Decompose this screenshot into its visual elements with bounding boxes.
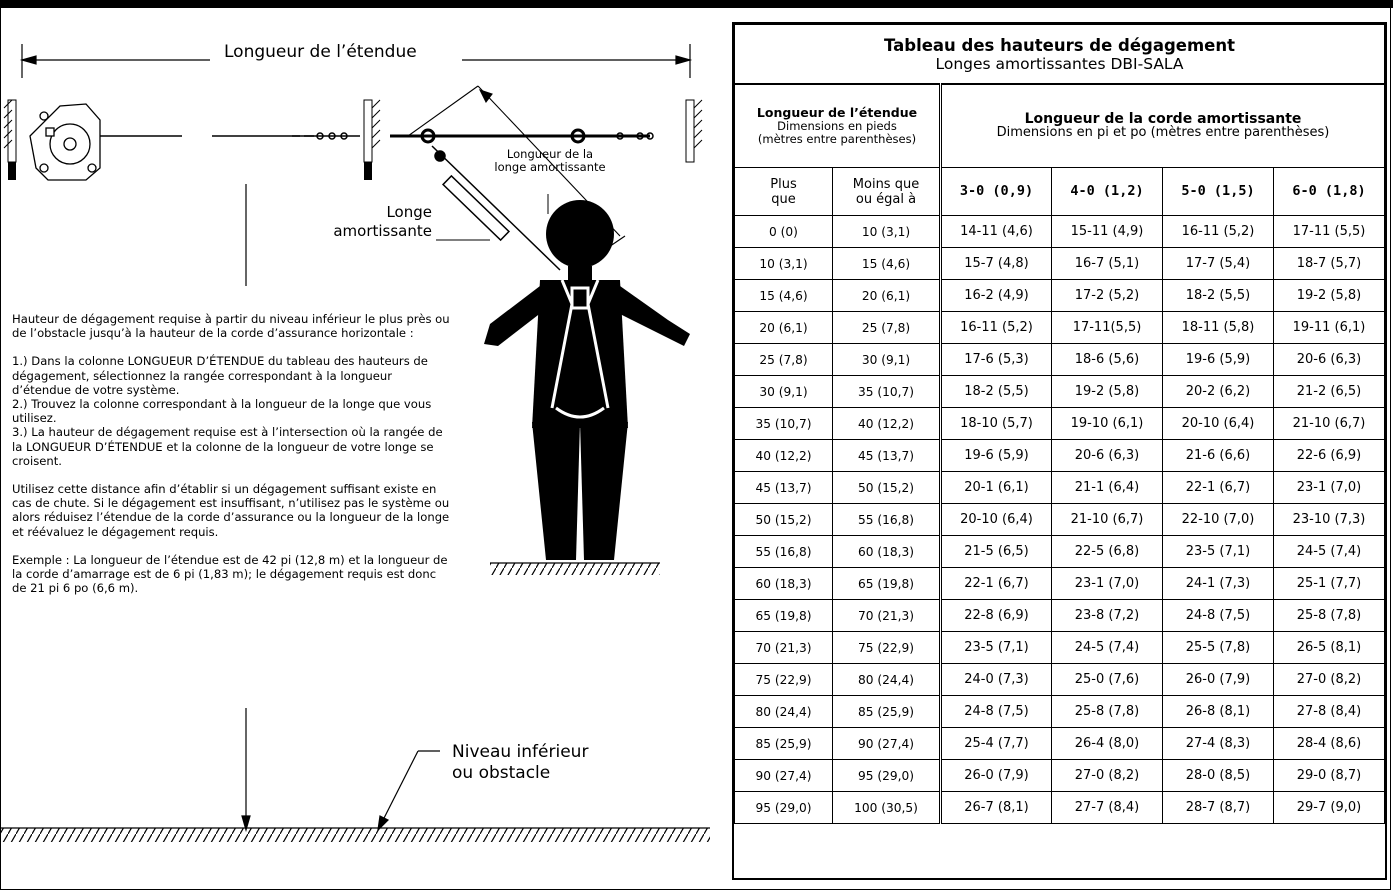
span-less-equal-cell: 20 (6,1) (833, 280, 941, 312)
table-row (735, 312, 1385, 344)
clearance-cell: 18-2 (5,5) (941, 376, 1052, 408)
col-lanyard-4ft: 4-0 (1,2) (1052, 168, 1163, 216)
lower-level-label: Niveau inférieur ou obstacle (452, 742, 589, 783)
span-more-than-cell: 70 (21,3) (735, 632, 833, 664)
clearance-cell: 20-6 (6,3) (1052, 440, 1163, 472)
lanyard-label: Longe amortissante (333, 203, 432, 240)
clearance-cell: 24-5 (7,4) (1274, 536, 1385, 568)
span-label: Longueur de l’étendue (224, 42, 417, 62)
span-less-equal-cell: 45 (13,7) (833, 440, 941, 472)
table-row (735, 664, 1385, 696)
instructions-text (12, 312, 452, 609)
table-row (735, 408, 1385, 440)
span-more-than-cell: 25 (7,8) (735, 344, 833, 376)
table-row (735, 568, 1385, 600)
clearance-cell: 18-7 (5,7) (1274, 248, 1385, 280)
lower-level-ground (0, 828, 710, 842)
table-row (735, 280, 1385, 312)
clearance-cell: 21-5 (6,5) (941, 536, 1052, 568)
clearance-cell: 17-11(5,5) (1052, 312, 1163, 344)
clearance-cell: 27-4 (8,3) (1163, 728, 1274, 760)
clearance-cell: 24-8 (7,5) (941, 696, 1052, 728)
clearance-cell: 27-8 (8,4) (1274, 696, 1385, 728)
span-less-equal-cell: 90 (27,4) (833, 728, 941, 760)
col-lanyard-6ft: 6-0 (1,8) (1274, 168, 1385, 216)
instruction-usage: Utilisez cette distance afin d’établir si un dégagement suffisant existe en cas de chute. Si le dégagement est insuffisant, n’utilisez pas le système ou alors réduisez l’étendue de la corde d’assurance ou la longueur de la longe et réévaluez le dégagement requis. (12, 482, 450, 539)
table-row (735, 216, 1385, 248)
span-more-than-cell: 0 (0) (735, 216, 833, 248)
clearance-cell: 19-6 (5,9) (941, 440, 1052, 472)
clearance-cell: 21-6 (6,6) (1163, 440, 1274, 472)
clearance-cell: 22-1 (6,7) (941, 568, 1052, 600)
span-less-equal-cell: 50 (15,2) (833, 472, 941, 504)
table-row (735, 248, 1385, 280)
clearance-cell: 22-5 (6,8) (1052, 536, 1163, 568)
span-more-than-cell: 35 (10,7) (735, 408, 833, 440)
clearance-cell: 19-10 (6,1) (1052, 408, 1163, 440)
clearance-cell: 22-1 (6,7) (1163, 472, 1274, 504)
span-less-equal-cell: 10 (3,1) (833, 216, 941, 248)
table-row (735, 504, 1385, 536)
clearance-cell: 20-1 (6,1) (941, 472, 1052, 504)
col-lanyard-5ft: 5-0 (1,5) (1163, 168, 1274, 216)
left-anchor-post (4, 100, 16, 180)
clearance-cell: 15-7 (4,8) (941, 248, 1052, 280)
span-more-than-cell: 45 (13,7) (735, 472, 833, 504)
clearance-cell: 14-11 (4,6) (941, 216, 1052, 248)
table-row (735, 760, 1385, 792)
clearance-cell: 25-4 (7,7) (941, 728, 1052, 760)
lanyard-header-sub: Dimensions en pi et po (mètres entre parenthèses) (996, 125, 1330, 140)
span-less-equal-cell: 55 (16,8) (833, 504, 941, 536)
col-more-than: Plus que (735, 168, 833, 216)
clearance-cell: 23-10 (7,3) (1274, 504, 1385, 536)
span-more-than-cell: 80 (24,4) (735, 696, 833, 728)
span-less-equal-cell: 40 (12,2) (833, 408, 941, 440)
span-less-equal-cell: 35 (10,7) (833, 376, 941, 408)
clearance-cell: 29-7 (9,0) (1274, 792, 1385, 824)
clearance-cell: 27-7 (8,4) (1052, 792, 1163, 824)
table-row (735, 376, 1385, 408)
span-more-than-cell: 90 (27,4) (735, 760, 833, 792)
clearance-cell: 23-8 (7,2) (1052, 600, 1163, 632)
clearance-cell: 18-2 (5,5) (1163, 280, 1274, 312)
clearance-cell: 25-8 (7,8) (1274, 600, 1385, 632)
table-row (735, 472, 1385, 504)
span-more-than-cell: 65 (19,8) (735, 600, 833, 632)
span-less-equal-cell: 95 (29,0) (833, 760, 941, 792)
clearance-cell: 18-11 (5,8) (1163, 312, 1274, 344)
table-row (735, 536, 1385, 568)
span-more-than-cell: 75 (22,9) (735, 664, 833, 696)
span-more-than-cell: 55 (16,8) (735, 536, 833, 568)
clearance-cell: 19-11 (6,1) (1274, 312, 1385, 344)
span-more-than-cell: 60 (18,3) (735, 568, 833, 600)
clearance-cell: 23-1 (7,0) (1274, 472, 1385, 504)
span-more-than-cell: 10 (3,1) (735, 248, 833, 280)
clearance-cell: 17-6 (5,3) (941, 344, 1052, 376)
middle-anchor-post (364, 100, 380, 180)
clearance-cell: 28-0 (8,5) (1163, 760, 1274, 792)
instruction-steps: 1.) Dans la colonne LONGUEUR D’ÉTENDUE du tableau des hauteurs de dégagement, sélectionnez la rangée correspondant à la longueur d’étendue de votre système. 2.) Trouvez la colonne correspondant à la longueur de la longe que vous utilisez. 3.) La hauteur de dégagement requise est à l’intersection où la rangée de la LONGUEUR D’ÉTENDUE et la colonne de la longueur de votre longe se croisent. (12, 354, 443, 468)
clearance-cell: 18-10 (5,7) (941, 408, 1052, 440)
clearance-cell: 22-6 (6,9) (1274, 440, 1385, 472)
clearance-cell: 21-1 (6,4) (1052, 472, 1163, 504)
top-bar (0, 0, 1393, 8)
clearance-cell: 24-1 (7,3) (1163, 568, 1274, 600)
clearance-cell: 20-2 (6,2) (1163, 376, 1274, 408)
clearance-cell: 20-10 (6,4) (1163, 408, 1274, 440)
lanyard-column-header (941, 84, 1385, 168)
clearance-cell: 16-2 (4,9) (941, 280, 1052, 312)
clearance-cell: 21-2 (6,5) (1274, 376, 1385, 408)
clearance-cell: 15-11 (4,9) (1052, 216, 1163, 248)
clearance-cell: 29-0 (8,7) (1274, 760, 1385, 792)
span-less-equal-cell: 15 (4,6) (833, 248, 941, 280)
span-less-equal-cell: 80 (24,4) (833, 664, 941, 696)
person-ground (490, 563, 660, 575)
clearance-cell: 16-7 (5,1) (1052, 248, 1163, 280)
clearance-cell: 16-11 (5,2) (1163, 216, 1274, 248)
span-header-text: Longueur de l’étendue (756, 105, 918, 120)
clearance-table (732, 22, 1387, 880)
clearance-cell: 25-5 (7,8) (1163, 632, 1274, 664)
col-less-equal: Moins que ou égal à (833, 168, 941, 216)
table-row (735, 632, 1385, 664)
clearance-cell: 25-8 (7,8) (1052, 696, 1163, 728)
clearance-cell: 17-11 (5,5) (1274, 216, 1385, 248)
clearance-cell: 23-1 (7,0) (1052, 568, 1163, 600)
clearance-cell: 23-5 (7,1) (1163, 536, 1274, 568)
clearance-cell: 27-0 (8,2) (1274, 664, 1385, 696)
clearance-cell: 26-8 (8,1) (1163, 696, 1274, 728)
clearance-cell: 20-6 (6,3) (1274, 344, 1385, 376)
clearance-cell: 25-0 (7,6) (1052, 664, 1163, 696)
lanyard-header-text: Longueur de la corde amortissante (1024, 111, 1302, 127)
clearance-cell: 17-2 (5,2) (1052, 280, 1163, 312)
clearance-cell: 18-6 (5,6) (1052, 344, 1163, 376)
table-row (735, 440, 1385, 472)
span-less-equal-cell: 85 (25,9) (833, 696, 941, 728)
clearance-cell: 23-5 (7,1) (941, 632, 1052, 664)
span-less-equal-cell: 75 (22,9) (833, 632, 941, 664)
span-more-than-cell: 40 (12,2) (735, 440, 833, 472)
span-less-equal-cell: 30 (9,1) (833, 344, 941, 376)
table-row (735, 600, 1385, 632)
span-more-than-cell: 95 (29,0) (735, 792, 833, 824)
instruction-example: Exemple : La longueur de l’étendue est de 42 pi (12,8 m) et la longueur de la corde d’amarrage est de 6 pi (1,83 m); le dégagement requis est donc de 21 pi 6 po (6,6 m). (12, 552, 448, 596)
span-more-than-cell: 50 (15,2) (735, 504, 833, 536)
clearance-cell: 21-10 (6,7) (1274, 408, 1385, 440)
table-row (735, 728, 1385, 760)
clearance-cell: 16-11 (5,2) (941, 312, 1052, 344)
clearance-cell: 26-7 (8,1) (941, 792, 1052, 824)
clearance-cell: 21-10 (6,7) (1052, 504, 1163, 536)
span-less-equal-cell: 65 (19,8) (833, 568, 941, 600)
clearance-cell: 26-0 (7,9) (1163, 664, 1274, 696)
span-header-sub2: (mètres entre parenthèses) (757, 132, 917, 146)
clearance-cell: 24-5 (7,4) (1052, 632, 1163, 664)
clearance-cell: 20-10 (6,4) (941, 504, 1052, 536)
clearance-cell: 19-2 (5,8) (1274, 280, 1385, 312)
table-row (735, 696, 1385, 728)
clearance-cell: 27-0 (8,2) (1052, 760, 1163, 792)
span-less-equal-cell: 100 (30,5) (833, 792, 941, 824)
span-more-than-cell: 30 (9,1) (735, 376, 833, 408)
span-less-equal-cell: 60 (18,3) (833, 536, 941, 568)
table-title-text: Tableau des hauteurs de dégagement (884, 35, 1235, 55)
clearance-cell: 25-1 (7,7) (1274, 568, 1385, 600)
col-lanyard-3ft: 3-0 (0,9) (941, 168, 1052, 216)
clearance-cell: 24-0 (7,3) (941, 664, 1052, 696)
lanyard-length-label: Longueur de la longe amortissante (494, 147, 606, 174)
span-more-than-cell: 15 (4,6) (735, 280, 833, 312)
clearance-cell: 22-10 (7,0) (1163, 504, 1274, 536)
span-more-than-cell: 20 (6,1) (735, 312, 833, 344)
span-column-header (735, 84, 941, 168)
span-header-sub1: Dimensions en pieds (777, 119, 897, 133)
clearance-cell: 28-4 (8,6) (1274, 728, 1385, 760)
table-subtitle: Longes amortissantes DBI-SALA (935, 54, 1184, 73)
clearance-cell: 26-5 (8,1) (1274, 632, 1385, 664)
lifeline-device (30, 104, 100, 180)
span-less-equal-cell: 25 (7,8) (833, 312, 941, 344)
worker-figure (484, 200, 690, 560)
table-title (735, 25, 1385, 85)
clearance-cell: 19-2 (5,8) (1052, 376, 1163, 408)
right-anchor-post (686, 100, 702, 162)
span-less-equal-cell: 70 (21,3) (833, 600, 941, 632)
table-row (735, 792, 1385, 824)
span-more-than-cell: 85 (25,9) (735, 728, 833, 760)
clearance-cell: 22-8 (6,9) (941, 600, 1052, 632)
clearance-cell: 26-4 (8,0) (1052, 728, 1163, 760)
clearance-cell: 19-6 (5,9) (1163, 344, 1274, 376)
instruction-intro: Hauteur de dégagement requise à partir du niveau inférieur le plus près ou de l’obstacle jusqu’à la hauteur de la corde d’assurance horizontale : (12, 312, 450, 341)
table-row (735, 344, 1385, 376)
clearance-cell: 17-7 (5,4) (1163, 248, 1274, 280)
clearance-cell: 28-7 (8,7) (1163, 792, 1274, 824)
clearance-cell: 24-8 (7,5) (1163, 600, 1274, 632)
clearance-cell: 26-0 (7,9) (941, 760, 1052, 792)
table-body (735, 216, 1385, 824)
